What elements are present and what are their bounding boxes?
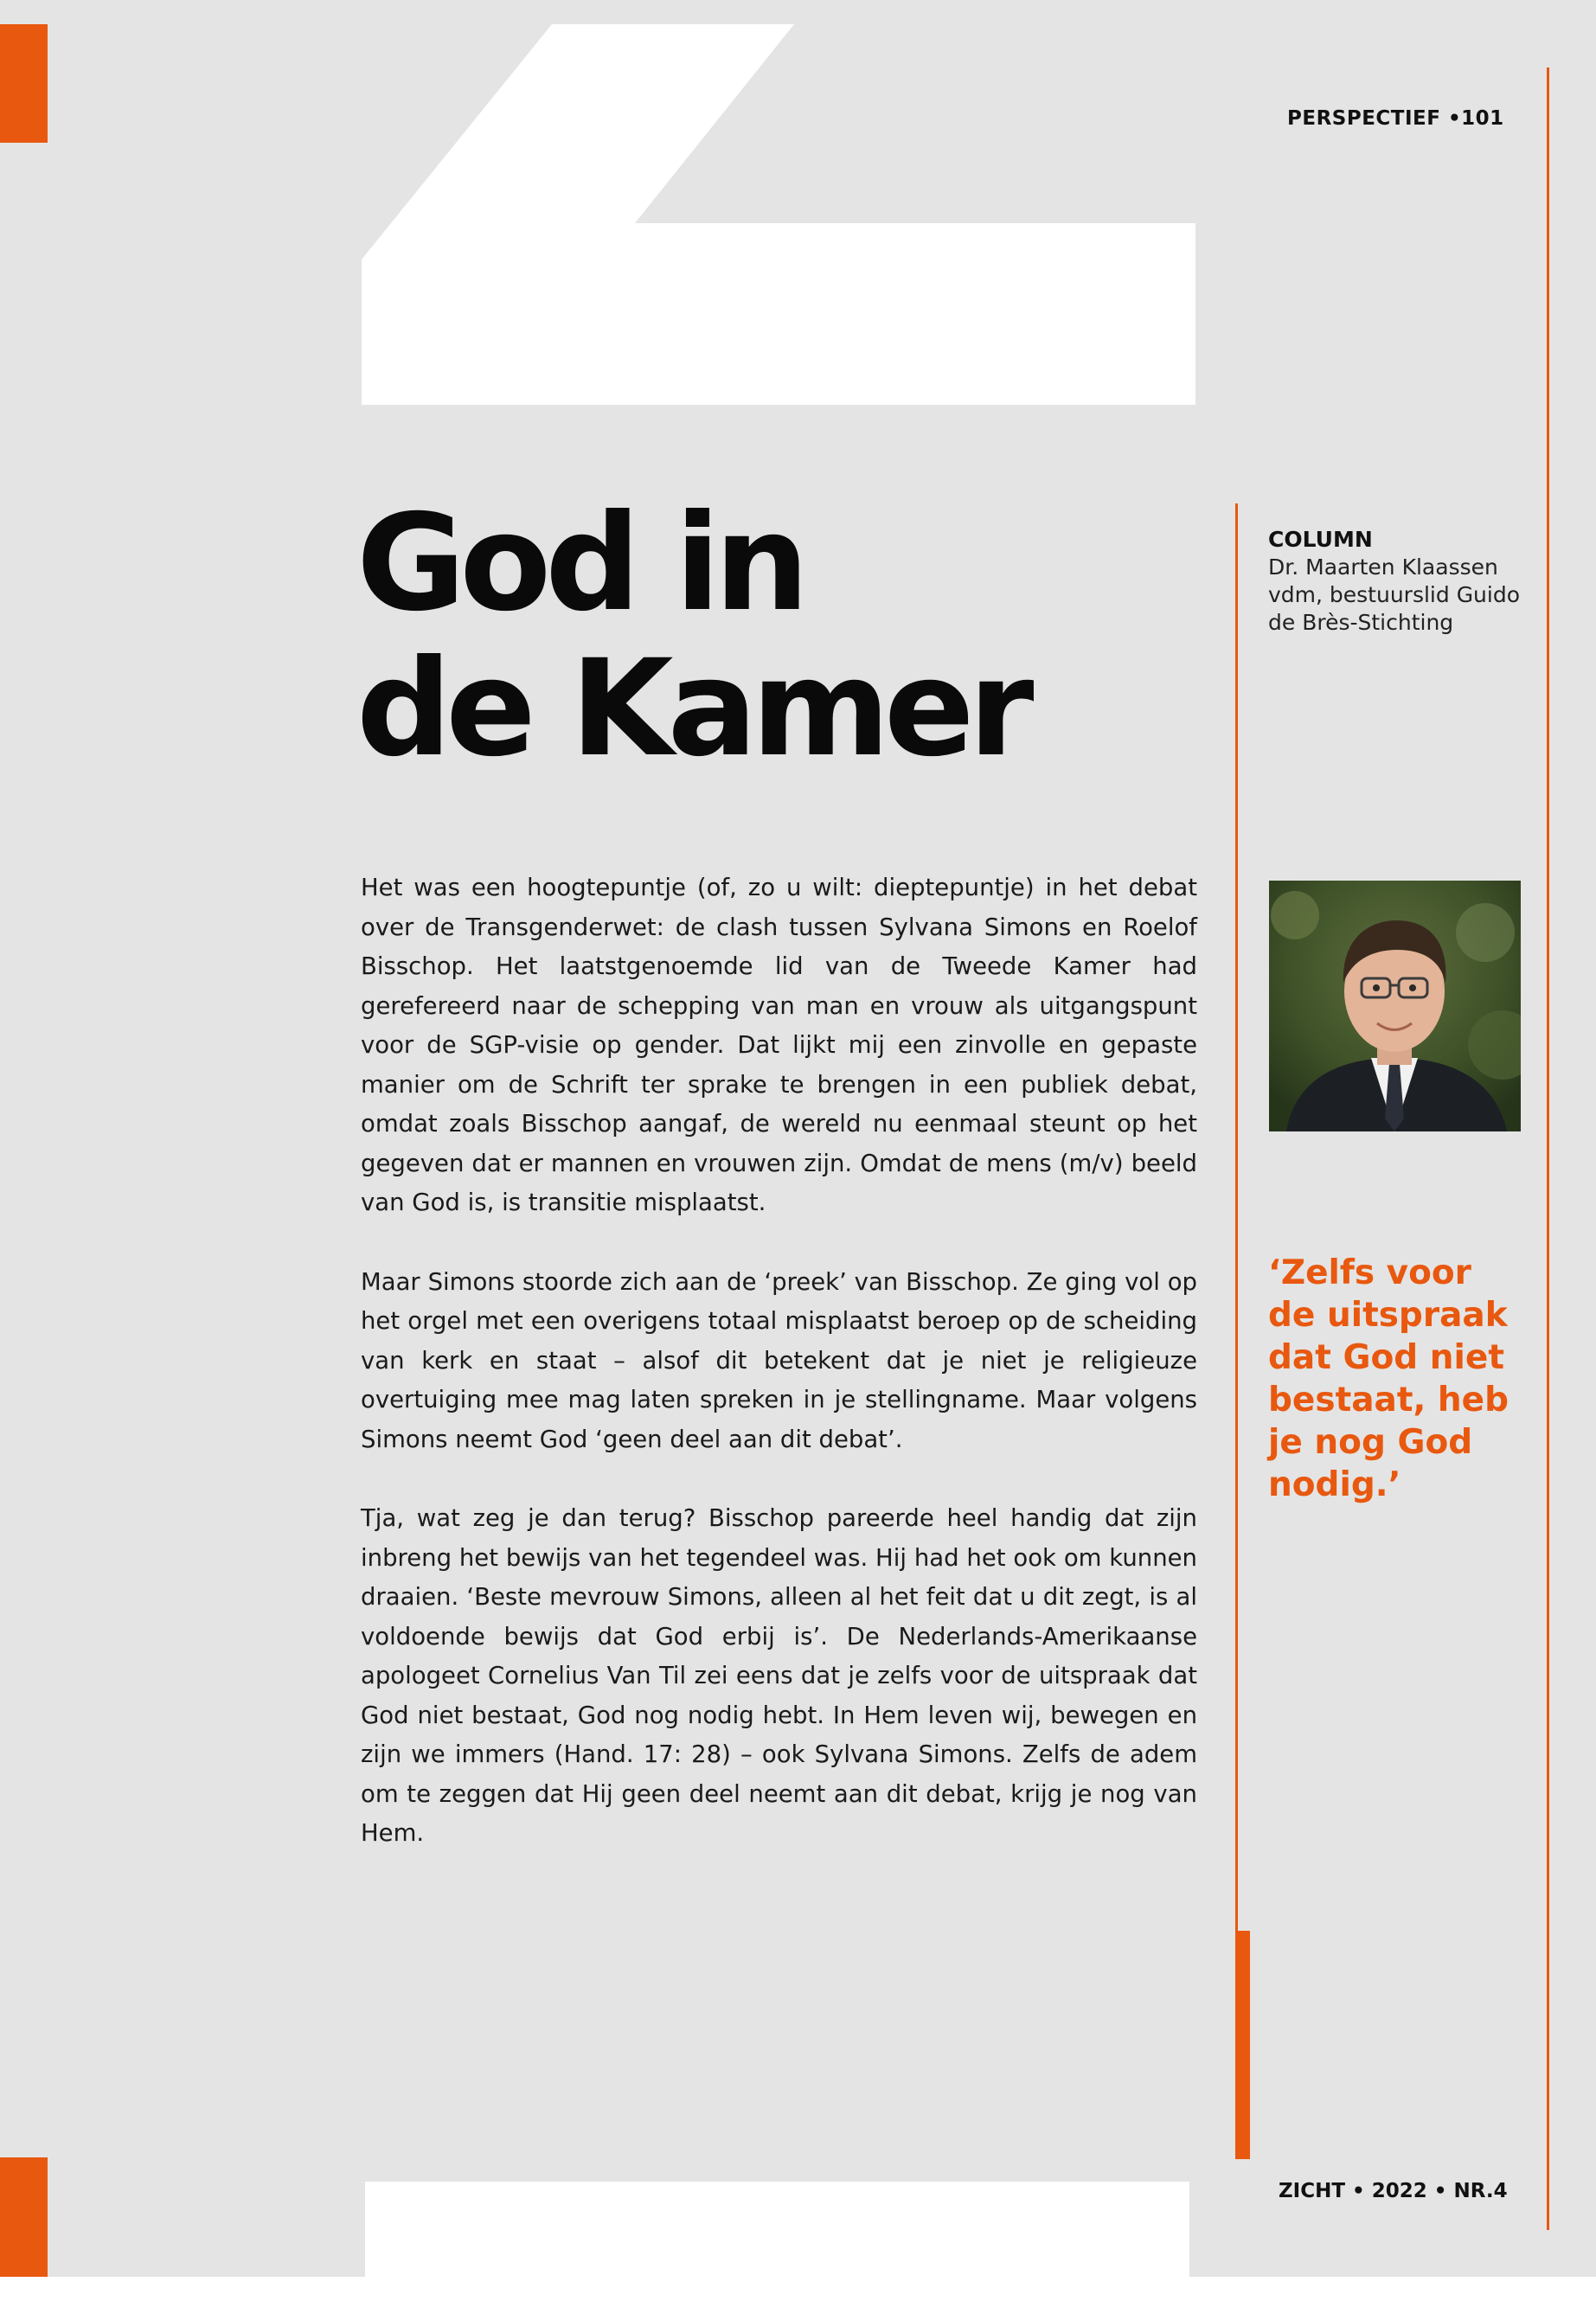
body-paragraph: Tja, wat zeg je dan terug? Bisschop pareerde heel handig dat zijn inbreng het bewijs van het tegendeel was. Hij had het ook om kunnen draaien. ‘Beste mevrouw Simons, alleen al het feit dat u dit zegt, is al voldoende bewijs dat God erbij is’. De Nederlands-Amerikaanse apologeet Cornelius Van Til zei eens dat je zelfs voor de uitspraak dat God niet bestaat, God nog nodig hebt. In Hem leven wij, bewegen en zijn we immers (Hand. 17: 28) – ook Sylvana Simons. Zelfs de adem om te zeggen dat Hij geen deel neemt aan dit debat, krijg je nog van Hem. (361, 1504, 1197, 1847)
orange-edge-tab-top (0, 24, 48, 143)
page-footer: ZICHT • 2022 • NR.4 (1279, 2180, 1508, 2202)
category-label: COLUMN (1268, 527, 1373, 552)
column-divider-accent (1235, 1931, 1250, 2159)
right-margin-rule (1547, 67, 1549, 2230)
decorative-z-shape (0, 0, 1596, 407)
decorative-white-block (365, 2182, 1189, 2277)
title-line-1: God in (356, 486, 804, 641)
body-paragraph: Het was een hoogtepuntje (of, zo u wilt: dieptepuntje) in het debat over de Transgenderwet: de clash tussen Sylvana Simons en Roelof Bisschop. Het laatstgenoemde lid van de Tweede Kamer had gerefereerd naar de schepping van man en vrouw als uitgangspunt voor de SGP-visie op gender. Dat lijkt mij een zinvolle en gepaste manier om de Schrift ter sprake te brengen in een publiek debat, omdat zoals Bisschop aangaf, de wereld nu eenmaal steunt op het gegeven dat er mannen en vrouwen zijn. Omdat de mens (m/v) beeld van God is, is transitie misplaatst. (361, 874, 1197, 1216)
pull-quote: ‘Zelfs voor de uitspraak dat God niet bestaat, heb je nog God nodig.’ (1268, 1253, 1509, 1504)
byline (1268, 526, 1528, 637)
article-body (361, 868, 1197, 1894)
orange-edge-tab-bottom (0, 2157, 48, 2277)
title-line-2: de Kamer (356, 631, 1029, 786)
body-paragraph: Maar Simons stoorde zich aan de ‘preek’ van Bisschop. Ze ging vol op het orgel met een overigens totaal misplaatst beroep op de scheiding van kerk en staat – alsof dit betekent dat je niet je religieuze overtuiging mee mag laten spreken in je stellingname. Maar volgens Simons neemt God ‘geen deel aan dit debat’. (361, 1267, 1197, 1453)
article-title (356, 486, 1204, 786)
author-photo (1269, 881, 1521, 1131)
column-divider-rule (1235, 503, 1238, 2159)
running-head: PERSPECTIEF •101 (1287, 107, 1504, 130)
author-credit: Dr. Maarten Klaassen vdm, bestuurslid Guido de Brès-Stichting (1268, 554, 1521, 635)
